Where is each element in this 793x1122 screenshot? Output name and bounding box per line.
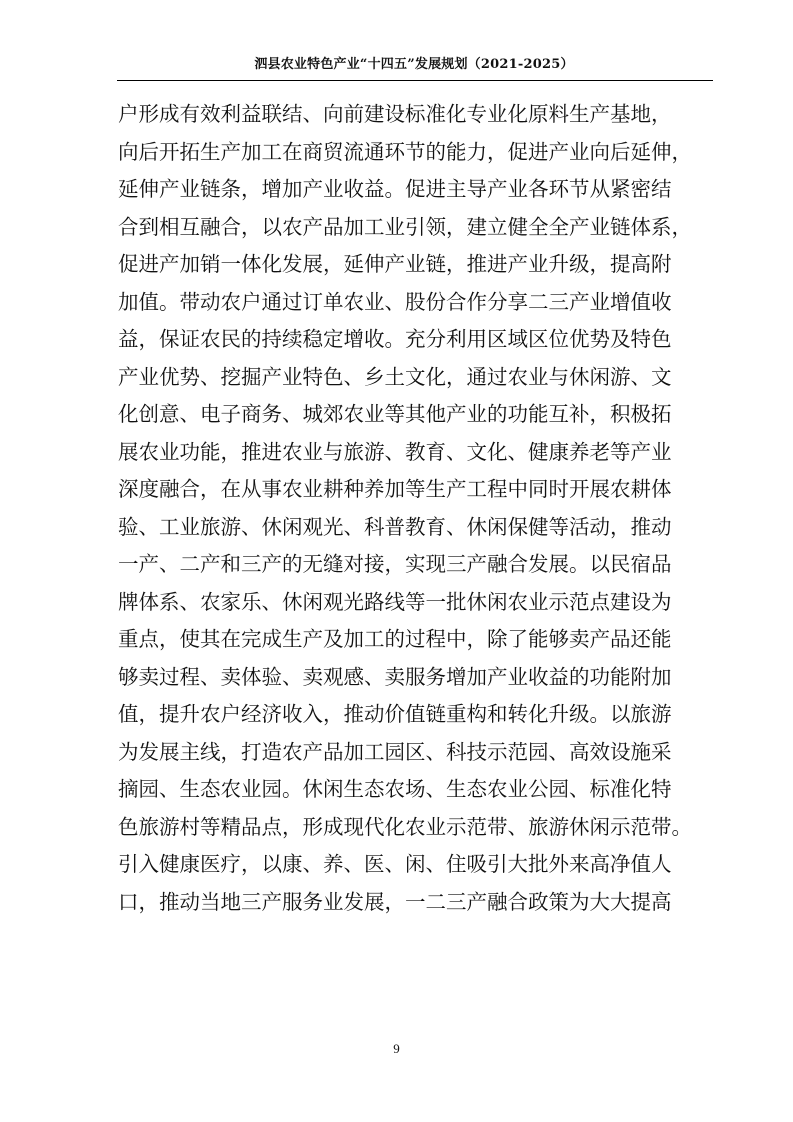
- text-line: 户形成有效利益联结、向前建设标准化专业化原料生产基地，: [118, 102, 672, 126]
- page-header-title: 泗县农业特色产业“十四五”发展规划（2021-2025）: [254, 57, 574, 72]
- text-line: 一产、二产和三产的无缝对接，实现三产融合发展。以民宿品: [118, 552, 672, 576]
- text-line: 口，推动当地三产服务业发展，一二三产融合政策为大大提高: [118, 889, 672, 914]
- text-line: 加值。带动农户通过订单农业、股份合作分享二三产业增值收: [118, 289, 672, 314]
- text-line: 深度融合，在从事农业耕种养加等生产工程中同时开展农耕体: [118, 477, 672, 501]
- text-line: 值，提升农户经济收入，推动价值链重构和转化升级。以旅游: [118, 702, 672, 726]
- page-number: 9: [393, 1041, 400, 1056]
- text-line: 产业优势、挖掘产业特色、乡土文化，通过农业与休闲游、文: [118, 364, 672, 389]
- text-line: 色旅游村等精品点，形成现代化农业示范带、旅游休闲示范带。: [118, 814, 692, 839]
- text-line: 向后开拓生产加工在商贸流通环节的能力，促进产业向后延伸，: [118, 139, 692, 164]
- text-line: 引入健康医疗，以康、养、医、闲、住吸引大批外来高净值人: [118, 852, 672, 876]
- text-line: 合到相互融合，以农产品加工业引领，建立健全全产业链体系，: [118, 214, 692, 239]
- text-line: 够卖过程、卖体验、卖观感、卖服务增加产业收益的功能附加: [118, 664, 672, 689]
- body-text: [118, 96, 718, 921]
- header-divider: [117, 80, 713, 81]
- text-line: 验、工业旅游、休闲观光、科普教育、休闲保健等活动，推动: [118, 514, 672, 539]
- text-line: 为发展主线，打造农产品加工园区、科技示范园、高效设施采: [118, 739, 672, 764]
- text-line: 促进产加销一体化发展，延伸产业链，推进产业升级，提高附: [118, 252, 672, 276]
- text-line: 展农业功能，推进农业与旅游、教育、文化、健康养老等产业: [118, 439, 672, 464]
- text-line: 摘园、生态农业园。休闲生态农场、生态农业公园、标准化特: [118, 777, 672, 801]
- text-line: 益，保证农民的持续稳定增收。充分利用区域区位优势及特色: [118, 327, 672, 351]
- text-line: 牌体系、农家乐、休闲观光路线等一批休闲农业示范点建设为: [118, 589, 672, 614]
- text-line: 化创意、电子商务、城郊农业等其他产业的功能互补，积极拓: [118, 402, 672, 426]
- text-line: 延伸产业链条，增加产业收益。促进主导产业各环节从紧密结: [118, 177, 672, 201]
- text-line: 重点，使其在完成生产及加工的过程中，除了能够卖产品还能: [118, 627, 672, 651]
